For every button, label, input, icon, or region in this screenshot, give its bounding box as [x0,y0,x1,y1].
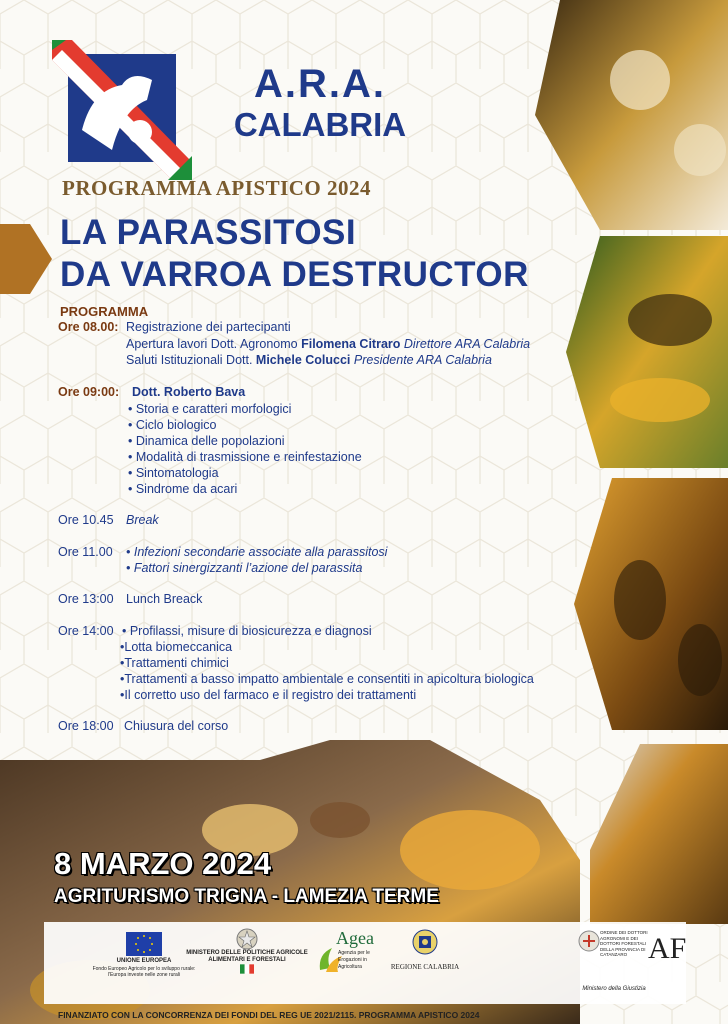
time-1400: Ore 14:00 [58,624,114,638]
af-logo: AF [648,932,687,965]
list-item: • Fattori sinergizzanti l’azione del parassita [126,561,363,575]
list-item: • Sindrome da acari [128,482,238,496]
program-line [126,352,492,368]
regione-calabria-crest-icon [412,928,438,958]
eu-flag-icon [126,932,162,956]
speaker-name: Michele Colucci [255,353,351,367]
time-0900: Ore 09:00: [58,385,120,399]
chevron-arrow-icon [0,224,52,294]
list-item: • Profilassi, misure di biosicurezza e diagnosi [122,624,372,638]
time-1045: Ore 10.45 [58,513,114,527]
list-item: •Trattamenti a basso impatto ambientale e consentiti in apicoltura biologica [120,672,534,686]
program-subtitle: PROGRAMMA APISTICO 2024 [62,176,372,200]
agea-sub-label: Agenzia per le Erogazioni in Agricoltura [338,950,370,970]
agea-label: Agea [336,928,374,948]
ordine-emblem-icon [578,930,600,952]
list-item: • Storia e caratteri morfologici [128,402,292,416]
list-item: • Infezioni secondarie associate alla parassitosi [126,545,388,559]
program-line: Lunch Breack [126,592,203,606]
speaker-name: Filomena Citraro [301,337,401,351]
list-item: • Ciclo biologico [128,418,217,432]
speaker-name: Dott. Roberto Bava [132,385,246,399]
funding-note: FINANZIATO CON LA CONCORRENZA DEI FONDI DEL REG UE 2021/2115. PROGRAMMA APISTICO 2024 [58,1010,480,1020]
list-item: •Lotta biomeccanica [120,640,233,654]
program-line: Chiusura del corso [124,719,229,733]
list-item: • Sintomatologia [128,466,219,480]
program-heading: PROGRAMMA [60,304,149,319]
event-title-line1: LA PARASSITOSI [60,213,357,252]
eu-fund-label: Fondo Europeo Agricolo per lo sviluppo rurale: l'Europa investe nelle zone rurali [92,966,196,978]
time-0800: Ore 08.00: [58,320,119,334]
ara-calabria-logo [52,40,192,180]
sponsor-band [44,922,686,1004]
event-title [60,212,529,296]
time-1100: Ore 11.00 [58,545,113,559]
regione-label: REGIONE CALABRIA [390,963,460,971]
speaker-role: Direttore ARA Calabria [400,337,531,351]
org-name-line1: A.R.A. [254,62,386,106]
time-1800: Ore 18:00 [58,719,114,733]
speaker-role: Presidente ARA Calabria [350,353,492,367]
program-line: Registrazione dei partecipanti [126,320,291,334]
photo-bee-flower [566,236,728,468]
org-name-line2: CALABRIA [233,106,407,143]
org-name [210,62,430,144]
event-title-line2: DA VARROA DESTRUCTOR [60,255,529,294]
list-item: • Modalità di trasmissione e reinfestazione [128,450,362,464]
program-line [126,336,530,352]
ordine-label: ORDINE DEI DOTTORI AGRONOMI E DEI DOTTORI FORESTALI DELLA PROVINCIA DI CATANZARO [600,930,648,957]
event-date: 8 MARZO 2024 [54,846,272,881]
time-1300: Ore 13:00 [58,592,114,606]
ministero-giustizia-label: Ministero della Giustizia [582,986,646,992]
event-venue: AGRITURISMO TRIGNA - LAMEZIA TERME [54,886,439,907]
list-item: • Dinamica delle popolazioni [128,434,285,448]
list-item: •Il corretto uso del farmaco e il registro dei trattamenti [120,688,417,702]
program-line: Break [126,513,159,527]
italian-emblem-icon [236,928,258,950]
text-span: Saluti Istituzionali Dott. [126,353,256,367]
eu-label: UNIONE EUROPEA [116,958,172,964]
italy-flag-icon [240,964,254,974]
text-span: Apertura lavori Dott. Agronomo [126,337,302,351]
ministry-label: MINISTERO DELLE POLITICHE AGRICOLE ALIMENTARI E FORESTALI [186,950,308,963]
list-item: •Trattamenti chimici [120,656,229,670]
